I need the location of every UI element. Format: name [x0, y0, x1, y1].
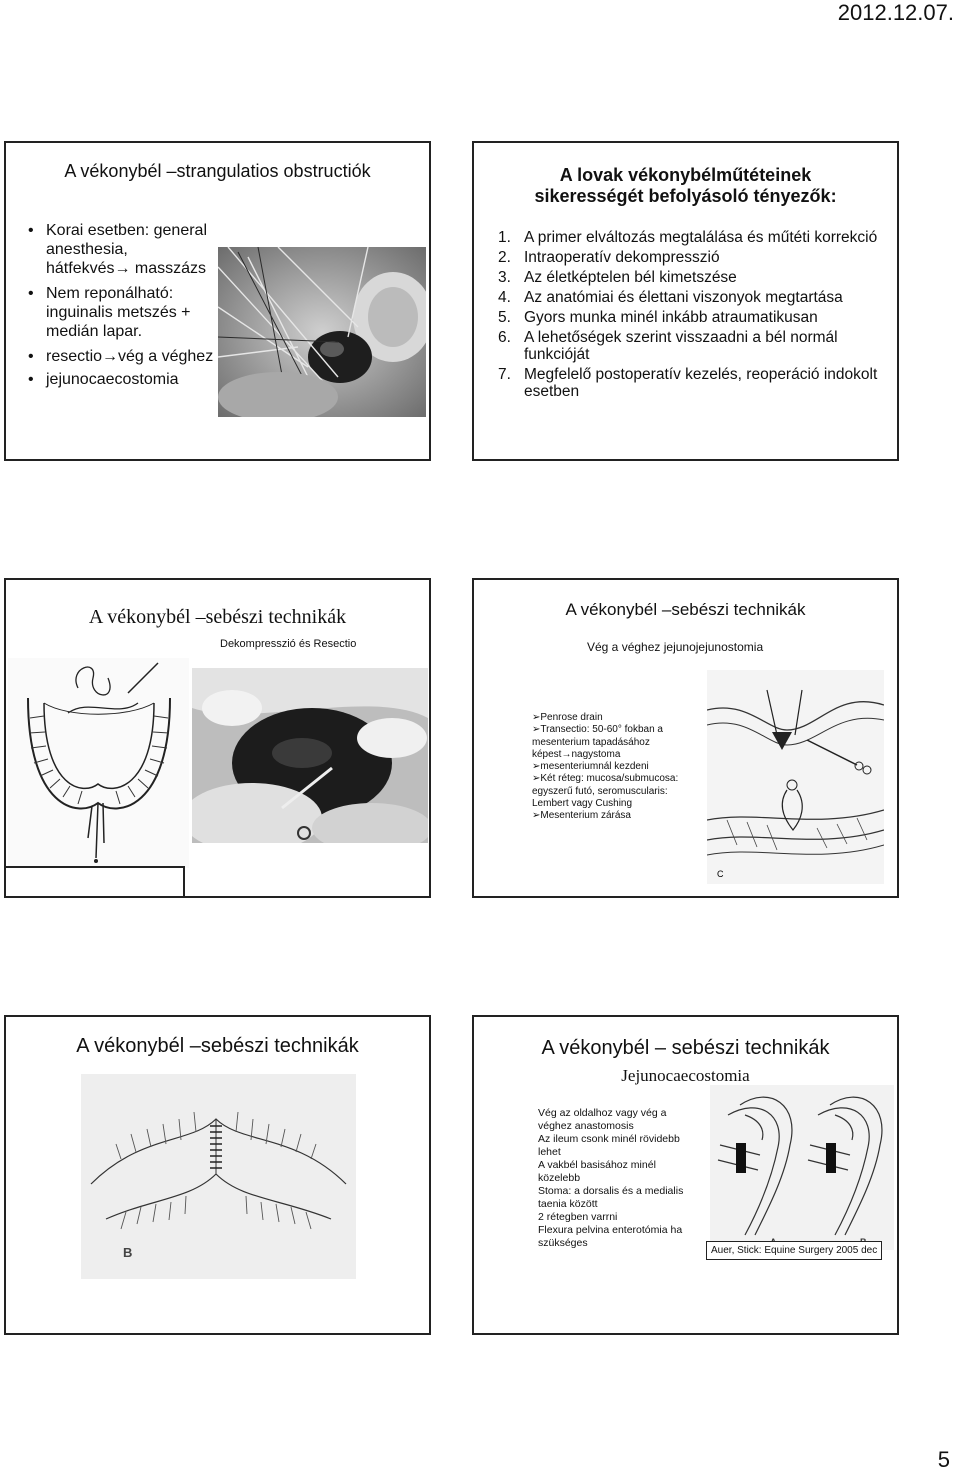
slide-suture-technique: [4, 1015, 431, 1335]
text-line: Stoma: a dorsalis és a medialis taenia között: [538, 1185, 684, 1210]
slide-title: A lovak vékonybélműtéteinek sikerességét befolyásoló tényezők:: [534, 165, 837, 206]
suture-drawing: [81, 1074, 356, 1279]
list-item: ➢mesenteriumnál kezdeni: [532, 761, 649, 773]
citation: Auer, Stick: Equine Surgery 2005 dec: [706, 1241, 882, 1260]
list-item: • Korai esetben: general anesthesia, hátfekvés→ masszázs: [26, 221, 216, 278]
list-item: 1. A primer elváltozás megtalálása és műtéti korrekció: [498, 229, 878, 246]
caecum-drawing: [710, 1085, 894, 1250]
bullet-list: [26, 221, 216, 389]
list-item: • jejunocaecostomia: [26, 370, 216, 389]
slide-subtitle: Jejunocaecostomia: [621, 1066, 750, 1085]
list-item: 4. Az anatómiai és élettani viszonyok megtartása: [498, 289, 843, 306]
list-item: ➢Penrose drain: [532, 712, 603, 723]
slide-title: A vékonybél –sebészi technikák: [88, 606, 347, 628]
intestine-drawing: [8, 658, 189, 868]
arrow-icon: ➢: [532, 810, 541, 822]
surgery-photo: [218, 247, 426, 417]
list-item: 6. A lehetőségek szerint visszaadni a bél normál funkcióját: [498, 329, 838, 363]
caption-box: [4, 866, 185, 898]
slide-jejunojejunostomy: [472, 578, 899, 898]
list-item: • resectio→vég a véghez: [26, 347, 216, 366]
figure-label: B: [123, 1245, 133, 1260]
slide-title: A vékonybél –sebészi technikák: [565, 600, 806, 619]
slide-title: A vékonybél –sebészi technikák: [76, 1035, 359, 1057]
text-line: Vég az oldalhoz vagy vég a véghez anastomosis: [538, 1107, 667, 1132]
slide-decompression-resection: [4, 578, 431, 898]
list-item: 3. Az életképtelen bél kimetszése: [498, 269, 737, 286]
list-item: • Nem reponálható: inguinalis metszés + medián lapar.: [26, 284, 216, 341]
anastomosis-drawing: [707, 670, 884, 884]
resection-photo: [192, 668, 428, 843]
arrow-icon: ➢: [532, 761, 541, 773]
slide-subtitle: Dekompresszió és Resectio: [220, 638, 357, 650]
list-item: ➢Transectio: 50-60° fokban a mesenterium tapadásához képest→nagystoma: [532, 724, 663, 760]
list-item: ➢Két réteg: mucosa/submucosa: egyszerű futó, seromuscularis: Lembert vagy Cushing: [532, 773, 679, 810]
list-item: ➢Mesenterium zárása: [532, 810, 631, 822]
slide-title: A vékonybél –strangulatios obstructiók: [64, 161, 371, 181]
list-item: 2. Intraoperatív dekompresszió: [498, 249, 720, 266]
description-text: [538, 1107, 698, 1250]
text-line: Flexura pelvina enterotómia ha szükséges: [538, 1224, 683, 1249]
list-item: 7. Megfelelő postoperatív kezelés, reoperáció indokolt esetben: [498, 366, 878, 400]
arrow-icon: ➢: [532, 712, 541, 723]
slide-subtitle: Vég a véghez jejunojejunostomia: [587, 640, 764, 654]
print-date: 2012.12.07.: [837, 0, 954, 25]
page-number: 5: [937, 1447, 950, 1472]
text-line: Az ileum csonk minél rövidebb lehet: [538, 1133, 680, 1158]
arrow-icon: ➢: [532, 724, 541, 736]
slide-strangulation: [4, 141, 431, 461]
arrow-list: [532, 712, 702, 823]
slide-title: A vékonybél – sebészi technikák: [541, 1037, 830, 1059]
slide-jejunocaecostomy: [472, 1015, 899, 1335]
figure-label: C: [717, 869, 724, 879]
arrow-icon: ➢: [532, 773, 541, 785]
text-line: 2 rétegben varrni: [538, 1211, 618, 1223]
list-item: 5. Gyors munka minél inkább atraumatikusan: [498, 309, 818, 326]
text-line: A vakbél basisához minél közelebb: [538, 1159, 656, 1184]
slide-success-factors: [472, 141, 899, 461]
numbered-list: [498, 229, 888, 403]
